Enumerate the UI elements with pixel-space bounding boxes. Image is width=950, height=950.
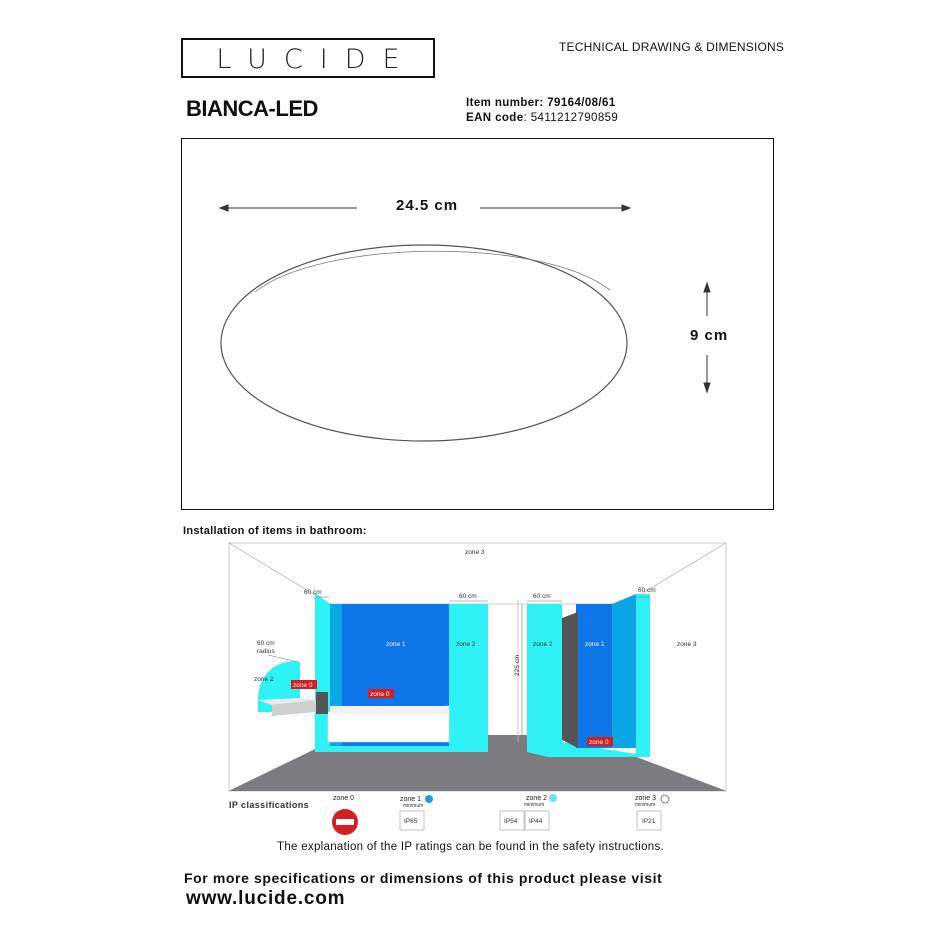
item-number-value: 79164/08/61 bbox=[547, 97, 616, 109]
height-dimension-label: 9 cm bbox=[690, 327, 729, 344]
zone1-shower bbox=[576, 604, 612, 748]
zone1-color-dot bbox=[425, 795, 433, 803]
ip-explanation-text: The explanation of the IP ratings can be found in the safety instructions. bbox=[277, 841, 665, 853]
no-entry-icon bbox=[332, 809, 358, 835]
zone1-shower-label: zone 1 bbox=[585, 641, 605, 648]
ip-zone3-label: zone 3 bbox=[635, 795, 657, 802]
bathtub bbox=[328, 706, 449, 742]
item-number-label: Item number: bbox=[466, 97, 544, 109]
width-dimension-label: 24.5 cm bbox=[396, 197, 459, 214]
dim-225: 225 cm bbox=[514, 654, 521, 676]
zone0-sink-label: zone 0 bbox=[293, 682, 313, 689]
ean-value: 5411212790859 bbox=[530, 112, 619, 124]
dim-60-left: 60 cm bbox=[304, 589, 322, 596]
ip-zone1-label: zone 1 bbox=[400, 796, 422, 803]
more-info-text: For more specifications or dimensions of this product please visit bbox=[184, 870, 663, 886]
dim-60-right: 60 cm bbox=[638, 587, 656, 594]
ip-zone1-min: minimum bbox=[403, 803, 424, 809]
zone0-bath-label: zone 0 bbox=[370, 691, 390, 698]
zone2-color-dot bbox=[549, 794, 557, 802]
ean-line: EAN code: 5411212790859 bbox=[466, 112, 619, 124]
ip-zone2-rating-b: IP44 bbox=[529, 818, 543, 825]
zone2-shower-label: zone 2 bbox=[533, 641, 553, 648]
zone3-color-dot bbox=[661, 795, 669, 803]
zone2-bath bbox=[449, 604, 488, 746]
ip-zone2-label: zone 2 bbox=[526, 795, 548, 802]
zone0-shower-label: zone 0 bbox=[589, 739, 609, 746]
zone2-shower bbox=[527, 604, 562, 742]
brand-logo-text: LUCIDE bbox=[216, 44, 417, 75]
ip-zone1-rating: IP65 bbox=[404, 818, 418, 825]
zone1-shower-right bbox=[612, 594, 636, 748]
product-name: BIANCA-LED bbox=[186, 96, 318, 121]
ean-label: EAN code bbox=[466, 112, 524, 124]
zone2-bath-label: zone 2 bbox=[456, 641, 476, 648]
bathroom-heading: Installation of items in bathroom: bbox=[183, 525, 367, 537]
website-link[interactable]: www.lucide.com bbox=[186, 888, 346, 909]
zone2-sink-label: zone 2 bbox=[254, 676, 274, 683]
ip-classifications-title: IP classifications bbox=[229, 800, 310, 810]
zone3-right-label: zone 3 bbox=[677, 641, 697, 648]
zone1-bath-label: zone 1 bbox=[386, 641, 406, 648]
zone2-bath-floor bbox=[315, 746, 488, 752]
zone3-top-label: zone 3 bbox=[465, 549, 485, 556]
ip-zone2-min: minimum bbox=[524, 802, 545, 808]
zone2-right-wall bbox=[636, 594, 650, 757]
ip-zone3-min: minimum bbox=[635, 802, 656, 808]
radius-label-1: 60 cm bbox=[257, 640, 275, 647]
ip-zone0-label: zone 0 bbox=[333, 795, 355, 802]
radius-label-2: radius bbox=[257, 648, 275, 655]
dim-60-mid-right: 60 cm bbox=[533, 593, 551, 600]
document-title: TECHNICAL DRAWING & DIMENSIONS bbox=[559, 40, 785, 54]
ip-zone3-rating: IP21 bbox=[642, 818, 656, 825]
shower-glass-panel bbox=[562, 612, 578, 748]
ip-zone2-rating-a: IP54 bbox=[504, 818, 518, 825]
dim-60-mid-left: 60 cm bbox=[459, 593, 477, 600]
